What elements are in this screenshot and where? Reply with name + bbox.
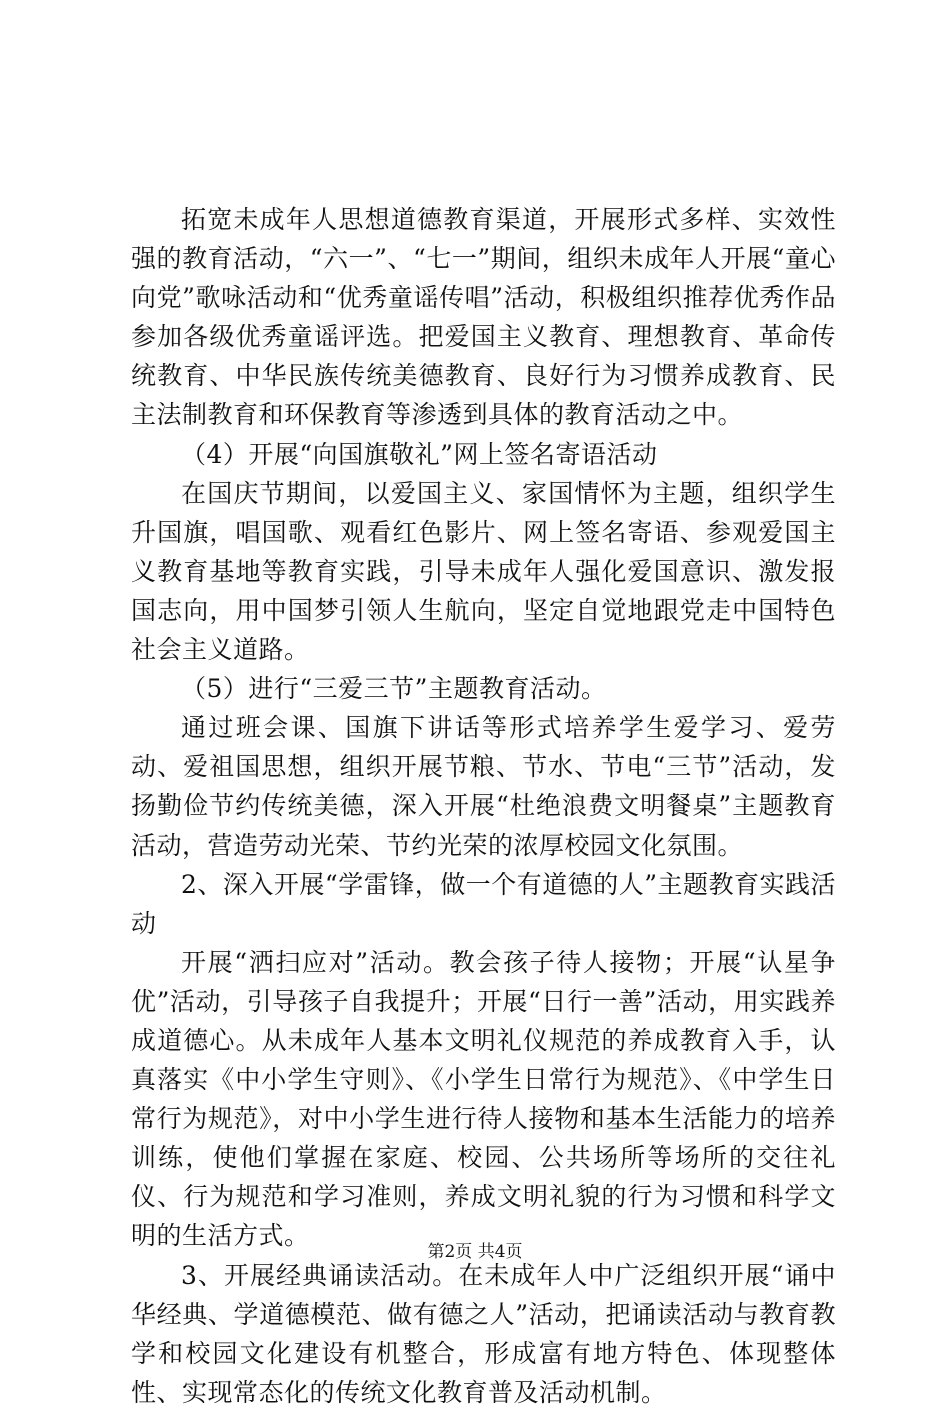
paragraph-learn-from-lei-feng: 2、深入开展“学雷锋，做一个有道德的人”主题教育实践活动 xyxy=(131,869,836,938)
heading-three-loves-three-savings: （5）进行“三爱三节”主题教育活动。 xyxy=(181,674,607,704)
heading-flag-salute-activity: （4）开展“向国旗敬礼”网上签名寄语活动 xyxy=(181,439,658,469)
paragraph-national-day-activity: 在国庆节期间，以爱国主义、家国情怀为主题，组织学生升国旗，唱国歌、观看红色影片、网上签名寄语、参观爱国主义教育基地等教育实践，引导未成年人强化爱国意识、激发报国志向，用中国梦引领人生航向，坚定自觉地跟党走中国特色社会主义道路。 xyxy=(131,478,836,665)
paragraph-etiquette-activity: 开展“洒扫应对”活动。教会孩子待人接物；开展“认星争优”活动，引导孩子自我提升；开展“日行一善”活动，用实践养成道德心。从未成年人基本文明礼仪规范的养成教育入手，认真落实《中小学生守则》、《小学生日常行为规范》、《中学生日常行为规范》，对中小学生进行待人接物和基本生活能力的培养训练，使他们掌握在家庭、校园、公共场所等场所的交往礼仪、行为规范和学习准则，养成文明礼貌的行为习惯和科学文明的生活方式。 xyxy=(131,947,836,1251)
paragraph-class-meeting-activity: 通过班会课、国旗下讲话等形式培养学生爱学习、爱劳动、爱祖国思想，组织开展节粮、节水、节电“三节”活动，发扬勤俭节约传统美德，深入开展“杜绝浪费文明餐桌”主题教育活动，营造劳动光荣、节约光荣的浓厚校园文化氛围。 xyxy=(131,713,836,860)
document-body xyxy=(131,200,836,1412)
page-footer: 第2页 共4页 xyxy=(427,1242,523,1262)
paragraph-classics-reading: 3、开展经典诵读活动。在未成年人中广泛组织开展“诵中华经典、学道德模范、做有德之人”活动，把诵读活动与教育教学和校园文化建设有机整合，形成富有地方特色、体现整体性、实现常态化的传统文化教育普及活动机制。 xyxy=(131,1260,836,1407)
paragraph-moral-education-channels: 拓宽未成年人思想道德教育渠道，开展形式多样、实效性强的教育活动，“六一”、“七一”期间，组织未成年人开展“童心向党”歌咏活动和“优秀童谣传唱”活动，积极组织推荐优秀作品参加各级优秀童谣评选。把爱国主义教育、理想教育、革命传统教育、中华民族传统美德教育、良好行为习惯养成教育、民主法制教育和环保教育等渗透到具体的教育活动之中。 xyxy=(131,205,836,430)
